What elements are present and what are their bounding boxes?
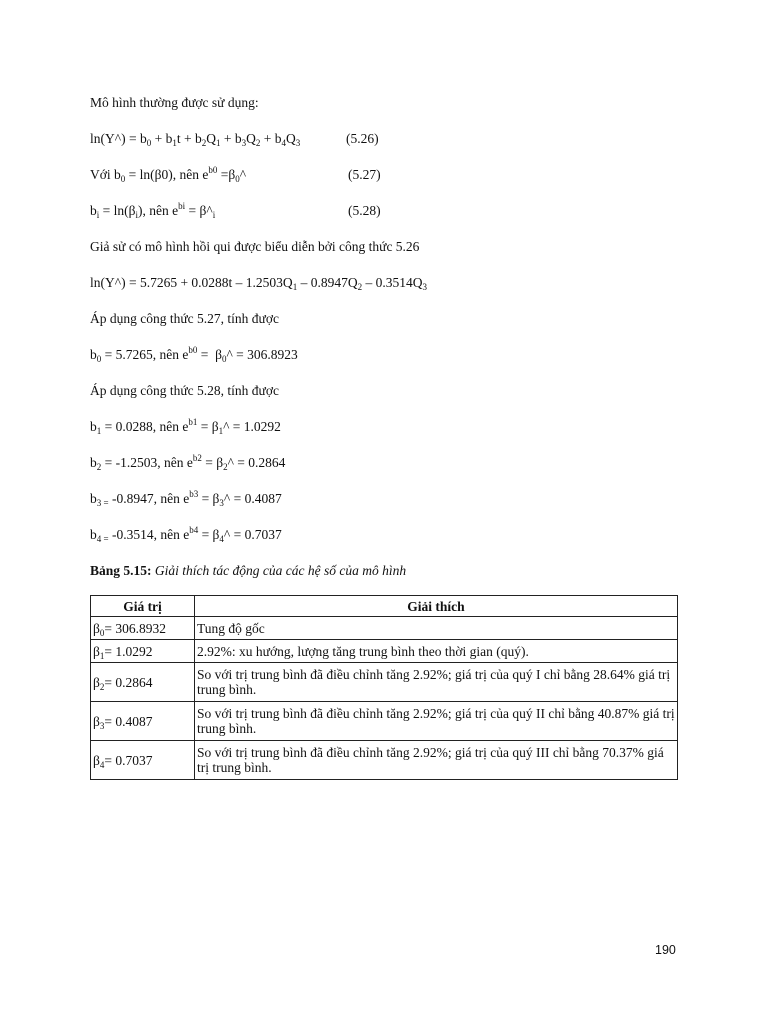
cell-explanation: Tung độ gốc [195,617,678,640]
coefficient-table [90,595,678,780]
equation-label-5-28: (5.28) [348,203,381,218]
cell-value: $\beta_3= 0.4087$ [91,702,195,741]
cell-explanation: 2.92%: xu hướng, lượng tăng trung bình theo thời gian (quý). [195,640,678,663]
equation-5-26: ln(Y^) = $b_0 + b_1t + b_2Q_1 + b_3Q_2 + b_4Q_3$ [90,131,301,148]
cell-value: $\beta_0= 306.8932$ [91,617,195,640]
paragraph-apply-527: Áp dụng công thức 5.27, tính được [90,311,279,326]
header-value: Giá trị [91,596,195,617]
cell-explanation: So với trị trung bình đã điều chỉnh tăng 2.92%; giá trị của quý II chỉ bằng 40.87% giá trị trung bình. [195,702,678,741]
cell-value: $\beta_1= 1.0292$ [91,640,195,663]
equation-5-27: Với $b_0 = \ln(\beta 0)$, nên $e^{b0}$ $=\beta_0\^{}$ [90,165,247,184]
equation-label-5-27: (5.27) [348,167,381,182]
calc-beta-3: $b_{3 =}$ -0.8947, nên $e^{b3}$ = $\beta_3\^{} = 0.4087$ [90,489,282,508]
table-row [91,617,678,640]
table-row [91,640,678,663]
regression-equation: ln(Y^) = $5.7265 + 0.0288t - 1.2503Q_1 - 0.8947Q_2 - 0.3514Q_3$ [90,275,427,292]
cell-explanation: So với trị trung bình đã điều chỉnh tăng 2.92%; giá trị của quý I chỉ bằng 28.64% giá trị trung bình. [195,663,678,702]
calc-beta-0: $b_0 = 5.7265$, nên $e^{b0}$ = $\beta_0\^{} = 306.8923$ [90,345,298,364]
table-caption [90,563,406,579]
table-caption-text: Giải thích tác động của các hệ số của mô hình [154,563,407,578]
table-row [91,741,678,780]
equation-5-28: $b_i = \ln(\beta_i)$, nên $e^{bi}$ = $\beta\^{}_i$ [90,201,216,220]
paragraph-intro: Mô hình thường được sử dụng: [90,95,259,110]
cell-value: $\beta_2= 0.2864$ [91,663,195,702]
cell-value: $\beta_4= 0.7037$ [91,741,195,780]
equation-label-5-26: (5.26) [346,131,379,146]
table-row [91,663,678,702]
header-explanation: Giải thích [195,596,678,617]
table-header-row [91,596,678,617]
calc-beta-2: $b_2 = -1.2503$, nên $e^{b2}$ = $\beta_2\^{} = 0.2864$ [90,453,286,472]
page-number: 190 [655,943,676,957]
calc-beta-1: $b_1 = 0.0288$, nên $e^{b1}$ = $\beta_1\^{} = 1.0292$ [90,417,281,436]
paragraph-apply-528: Áp dụng công thức 5.28, tính được [90,383,279,398]
calc-beta-4: $b_{4 =}$ -0.3514, nên $e^{b4}$ = $\beta_4\^{} = 0.7037$ [90,525,282,544]
paragraph-suppose: Giả sử có mô hình hồi qui được biểu diễn bởi công thức 5.26 [90,239,420,254]
cell-explanation: So với trị trung bình đã điều chỉnh tăng 2.92%; giá trị của quý III chỉ bằng 70.37% giá trị trung bình. [195,741,678,780]
table-row [91,702,678,741]
table-caption-number: Bảng 5.15: [90,563,152,578]
